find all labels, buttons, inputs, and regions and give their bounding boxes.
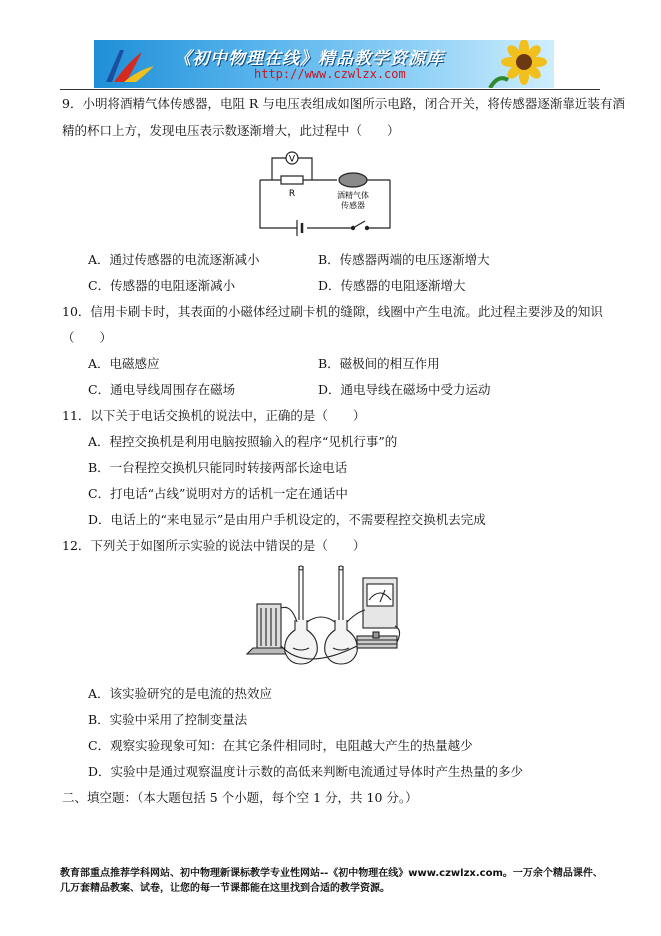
q9-option-b[interactable]: B．传感器两端的电压逐渐增大 (318, 252, 490, 267)
q10-option-b[interactable]: B．磁极间的相互作用 (318, 356, 440, 371)
sensor-label-line1: 酒精气体 (337, 191, 369, 200)
q10-stem-line1: 10．信用卡刷卡时，其表面的小磁体经过刷卡机的缝隙，线圈中产生电流。此过程主要涉及的知识 (62, 304, 603, 319)
q12-option-a[interactable]: A．该实验研究的是电流的热效应 (88, 686, 273, 701)
q11-option-b[interactable]: B．一台程控交换机只能同时转接两部长途电话 (88, 460, 348, 475)
q9-option-c[interactable]: C．传感器的电阻逐渐减小 (88, 278, 236, 293)
q10-option-c[interactable]: C．通电导线周围存在磁场 (88, 382, 236, 397)
q10-stem-line2: （ ） (62, 330, 113, 345)
q10-option-d[interactable]: D．通电导线在磁场中受力运动 (318, 382, 491, 397)
q12-option-b[interactable]: B．实验中采用了控制变量法 (88, 712, 248, 727)
q12-stem: 12．下列关于如图所示实验的说法中错误的是（ ） (62, 538, 366, 553)
logo-icon (98, 44, 158, 86)
q9-circuit-figure (255, 148, 395, 236)
header-banner (94, 40, 554, 88)
q12-option-d[interactable]: D．实验中是通过观察温度计示数的高低来判断电流通过导体时产生热量的多少 (88, 764, 524, 779)
header-divider (60, 89, 600, 90)
q9-stem-line2: 精的杯口上方，发现电压表示数逐渐增大，此过程中（ ） (62, 123, 400, 138)
section-heading-fill-in: 二、填空题：（本大题包括 5 个小题，每个空 1 分，共 10 分。） (62, 790, 418, 805)
q9-option-d[interactable]: D．传感器的电阻逐渐增大 (318, 278, 466, 293)
q11-stem: 11．以下关于电话交换机的说法中，正确的是（ ） (62, 408, 366, 423)
q10-option-a[interactable]: A．电磁感应 (88, 356, 160, 371)
footer-line2: 几万套精品教案、试卷，让您的每一节课都能在这里找到合适的教学资源。 (60, 883, 390, 894)
q9-option-a[interactable]: A．通过传感器的电流逐渐减小 (88, 252, 260, 267)
q12-option-c[interactable]: C．观察实验现象可知：在其它条件相同时，电阻越大产生的热量越少 (88, 738, 473, 753)
q11-option-a[interactable]: A．程控交换机是利用电脑按照输入的程序“见机行事”的 (88, 434, 398, 449)
banner-title: 《初中物理在线》精品教学资源库 (174, 49, 444, 69)
sunflower-icon (484, 40, 554, 88)
banner-url[interactable]: http://www.czwlzx.com (254, 67, 406, 81)
footer-line1: 教育部重点推荐学科网站、初中物理新课标教学专业性网站--《初中物理在线》www.czwlzx.com。一万余个精品课件、 (60, 868, 603, 879)
sensor-label-line2: 传感器 (341, 201, 365, 210)
q11-option-c[interactable]: C．打电话“占线”说明对方的话机一定在通话中 (88, 486, 348, 501)
q9-stem-line1: 9．小明将酒精气体传感器，电阻 R 与电压表组成如图所示电路，闭合开关，将传感器逐渐靠近装有酒 (62, 96, 625, 111)
q11-option-d[interactable]: D．电话上的“来电显示”是由用户手机设定的，不需要程控交换机去完成 (88, 512, 486, 527)
q12-experiment-figure (245, 560, 405, 672)
resistor-label: R (288, 189, 296, 199)
voltmeter-label: V (288, 154, 296, 165)
